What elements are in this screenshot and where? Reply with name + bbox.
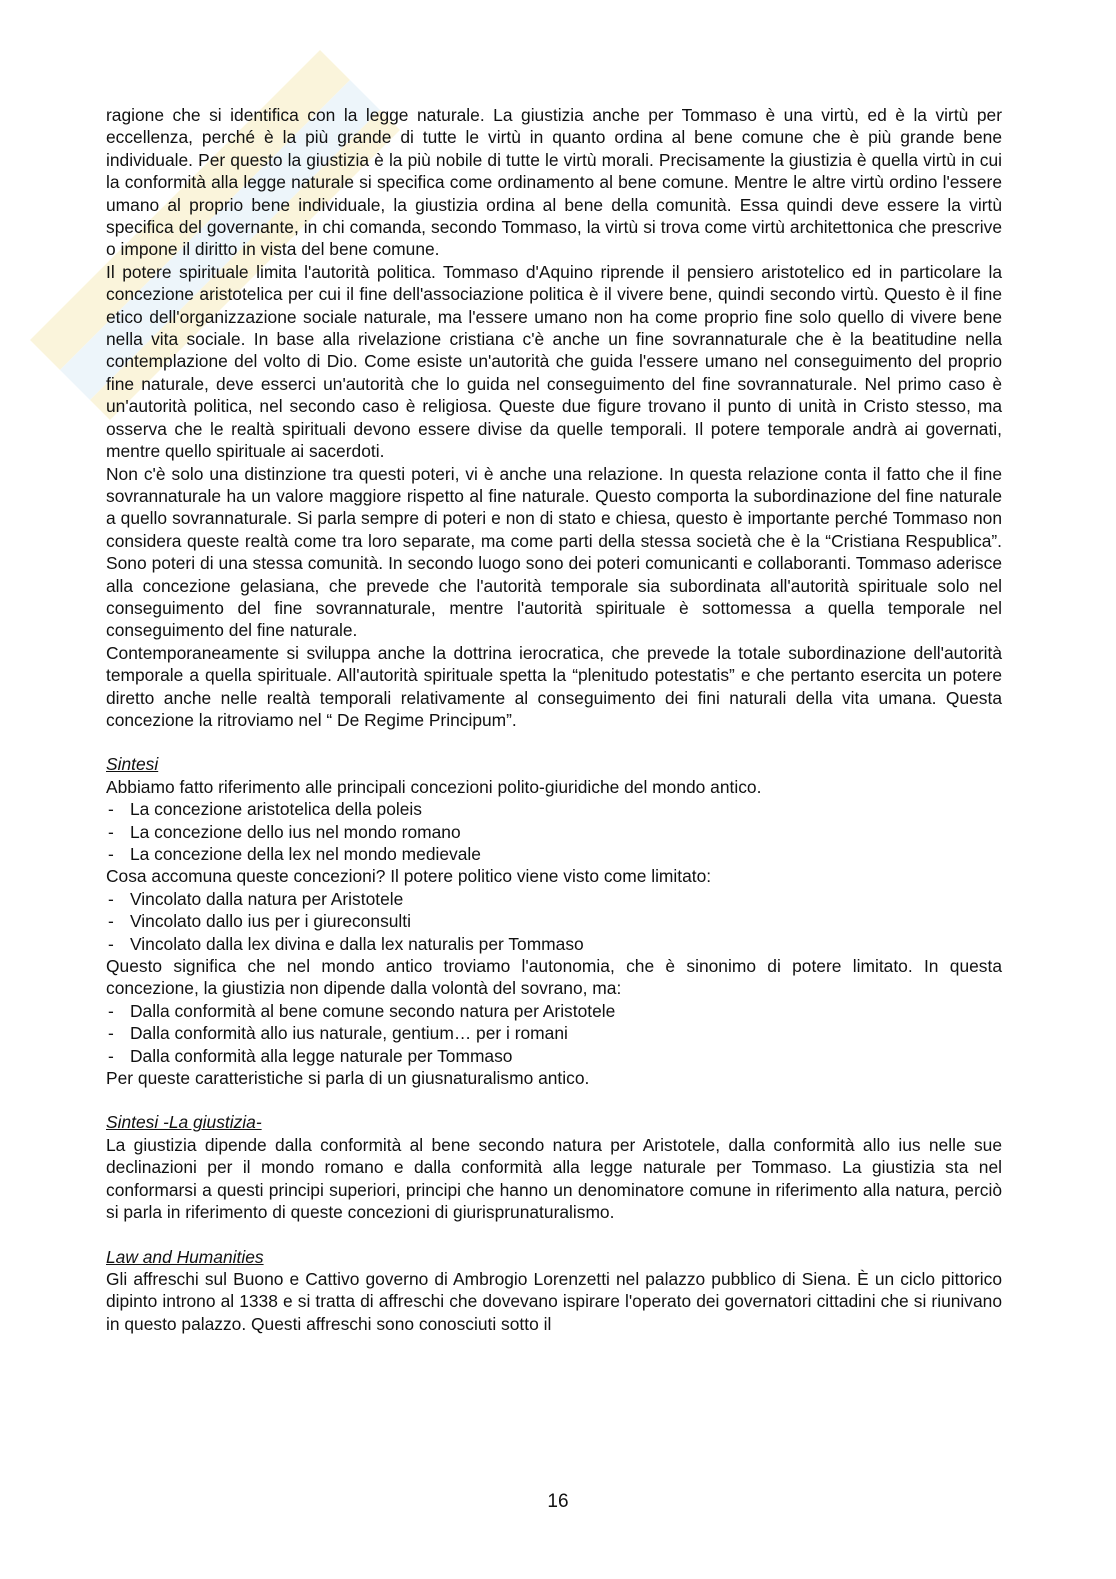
page-number: 16 (547, 1491, 569, 1512)
list-item: - Vincolato dallo ius per i giureconsulti (106, 910, 1002, 932)
list-item: - Vincolato dalla lex divina e dalla lex naturalis per Tommaso (106, 933, 1002, 955)
paragraph-law-humanities: Gli affreschi sul Buono e Cattivo governo di Ambrogio Lorenzetti nel palazzo pubblico di Siena. È un ciclo pittorico dipinto introno al 1338 e si tratta di affreschi che dovevano ispirare l'operato dei governatori cittadini che si riunivano in questo palazzo. Questi affreschi sono conosciuti sotto il (106, 1268, 1002, 1334)
section-title-sintesi-giustizia: Sintesi -La giustizia- (106, 1112, 262, 1133)
sintesi-intro: Abbiamo fatto riferimento alle principali concezioni polito-giuridiche del mondo antico. (106, 776, 762, 797)
list-item: - Dalla conformità allo ius naturale, gentium… per i romani (106, 1022, 1002, 1044)
sintesi-conclusion: Per queste caratteristiche si parla di un giusnaturalismo antico. (106, 1068, 590, 1089)
list-item: - La concezione della lex nel mondo medievale (106, 843, 1002, 865)
paragraph-giustizia-virtu: ragione che si identifica con la legge naturale. La giustizia anche per Tommaso è una virtù, ed è la virtù per eccellenza, perché è la più grande di tutte le virtù in quanto ordina al bene comune che è più grande bene individuale. Per questo la giustizia è la più nobile di tutte le virtù morali. Precisamente la giustizia è quella virtù in cui la conformità alla legge naturale si specifica come ordinamento al bene comune. Mentre le altre virtù ordino l'essere umano al proprio bene individuale, la giustizia ordina al bene della comunità. Essa quindi deve essere la virtù specifica del governante, in chi comanda, secondo Tommaso, la virtù si trova come virtù architettonica che prescrive o impone il diritto in vista del bene comune. (106, 105, 1002, 260)
list-item: - Vincolato dalla natura per Aristotele (106, 888, 1002, 910)
spacer (106, 1089, 1002, 1111)
list-concezioni (106, 798, 1002, 865)
list-item: - Dalla conformità alla legge naturale per Tommaso (106, 1045, 1002, 1067)
paragraph-distinzione-poteri: Non c'è solo una distinzione tra questi poteri, vi è anche una relazione. In questa relazione conta il fatto che il fine sovrannaturale ha un valore maggiore rispetto al fine naturale. Questo comporta la subordinazione del fine naturale a quello sovrannaturale. Si parla sempre di poteri e non di stato e chiesa, questo è importante perché Tommaso non considera queste realtà come tra loro separate, ma come parti della stessa società che è la “Cristiana Respublica”. Sono poteri di una stessa comunità. In secondo luogo sono dei poteri comunicanti e collaboranti. Tommaso aderisce alla concezione gelasiana, che prevede che l'autorità temporale sia subordinata all'autorità spirituale solo nel conseguimento del fine sovrannaturale, mentre l'autorità spirituale è sottomessa a quella temporale nel conseguimento del fine naturale. (106, 463, 1002, 641)
section-title-sintesi: Sintesi (106, 754, 159, 775)
paragraph-dottrina-ierocratica: Contemporaneamente si sviluppa anche la dottrina ierocratica, che prevede la totale subordinazione dell'autorità temporale a quella spirituale. All'autorità spirituale spetta la “plenitudo potestatis” e che pertanto esercita un potere diretto anche nelle realtà temporali relativamente al conseguimento dei fini naturali della vita umana. Questa concezione la ritroviamo nel “ De Regime Principum”. (106, 642, 1002, 730)
paragraph-sintesi-giustizia: La giustizia dipende dalla conformità al bene secondo natura per Aristotele, dalla conformità allo ius nelle sue declinazioni per il mondo romano e dalla conformità alla legge naturale per Tommaso. La giustizia sta nel conformarsi a questi principi superiori, principi che hanno un denominatore comune in riferimento alla natura, perciò si parla in riferimento di queste concezioni di giurisprunaturalismo. (106, 1134, 1002, 1223)
list-conformita (106, 1000, 1002, 1067)
document-page (106, 104, 1002, 1335)
list-item: - Dalla conformità al bene comune secondo natura per Aristotele (106, 1000, 1002, 1022)
paragraph-potere-spirituale: Il potere spirituale limita l'autorità politica. Tommaso d'Aquino riprende il pensiero aristotelico ed in particolare la concezione aristotelica per cui il fine dell'associazione politica è il vivere bene, quindi secondo virtù. Questo è il fine etico dell'organizzazione sociale naturale, ma l'essere umano non ha come proprio fine solo quello di vivere bene nella vita sociale. In base alla rivelazione cristiana c'è anche un fine sovrannaturale che è la beatitudine nella contemplazione del volto di Dio. Come esiste un'autorità che guida l'essere umano nel conseguimento del proprio fine naturale, deve esserci un'autorità che lo guida nel conseguimento del fine sovrannaturale. Nel primo caso è un'autorità politica, nel secondo caso è religiosa. Queste due figure trovano il punto di unità in Cristo stesso, ma osserva che le realtà spirituali devono essere divise da quelle temporali. Il potere temporale andrà ai governati, mentre quello spirituale ai sacerdoti. (106, 261, 1002, 462)
list-item: - La concezione aristotelica della poleis (106, 798, 1002, 820)
sintesi-question: Cosa accomuna queste concezioni? Il potere politico viene visto come limitato: (106, 866, 712, 887)
list-vincoli (106, 888, 1002, 955)
sintesi-meaning: Questo significa che nel mondo antico troviamo l'autonomia, che è sinonimo di potere limitato. In questa concezione, la giustizia non dipende dalla volontà del sovrano, ma: (106, 956, 1002, 999)
section-title-law-humanities: Law and Humanities (106, 1246, 264, 1267)
spacer (106, 1224, 1002, 1246)
list-item: - La concezione dello ius nel mondo romano (106, 821, 1002, 843)
spacer (106, 731, 1002, 753)
